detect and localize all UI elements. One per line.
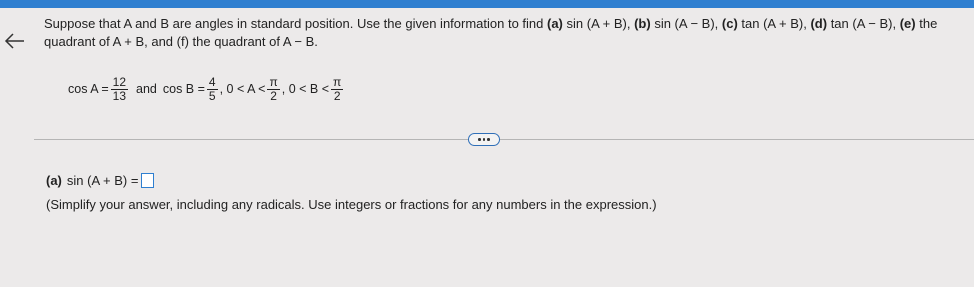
problem-intro: Suppose that A and B are angles in standard position. Use the given information to find — [44, 16, 547, 31]
ellipsis-icon — [478, 138, 481, 141]
problem-line-2: quadrant of A + B, and (f) the quadrant of A − B. — [44, 34, 318, 49]
part-a-tag: (a) — [547, 16, 563, 31]
cos-b-fraction — [207, 76, 218, 103]
range-b-bound — [331, 76, 343, 103]
cos-b-numerator: 4 — [208, 74, 216, 89]
two-denominator: 2 — [270, 88, 277, 103]
range-a-text: , 0 < A < — [219, 82, 266, 96]
given-information — [68, 70, 345, 108]
ellipsis-icon — [487, 138, 490, 141]
section-divider — [34, 139, 974, 140]
top-accent-bar — [0, 0, 974, 8]
cos-b-label: cos B = — [162, 82, 205, 96]
range-a-bound — [267, 76, 279, 103]
expand-more-button[interactable] — [468, 133, 500, 146]
part-d-tag: (d) — [810, 16, 828, 31]
answer-input-box[interactable] — [141, 173, 154, 188]
two-denominator: 2 — [333, 88, 341, 103]
range-b-text: , 0 < B < — [281, 82, 330, 96]
cos-a-denominator: 13 — [112, 88, 127, 103]
cos-a-fraction — [111, 76, 128, 103]
pi-symbol: π — [269, 74, 278, 89]
part-a-question — [46, 173, 154, 188]
part-b-tag: (b) — [634, 16, 651, 31]
problem-statement — [44, 15, 964, 51]
part-b-expr: sin (A − B), — [654, 16, 719, 31]
part-d-expr: tan (A − B), — [830, 16, 897, 31]
cos-b-denominator: 5 — [208, 88, 216, 103]
part-a-expression: sin (A + B) = — [66, 173, 139, 188]
part-e-tag: (e) — [899, 16, 916, 31]
part-c-tag: (c) — [721, 16, 738, 31]
part-a-expr: sin (A + B), — [566, 16, 631, 31]
answer-instructions: (Simplify your answer, including any radicals. Use integers or fractions for any numbers in the expression.) — [46, 197, 657, 212]
pi-symbol: π — [333, 74, 342, 89]
cos-a-label: cos A = — [68, 82, 109, 96]
part-a-label: (a) — [46, 173, 62, 188]
back-arrow-icon[interactable] — [4, 30, 26, 52]
part-c-expr: tan (A + B), — [741, 16, 807, 31]
cos-a-numerator: 12 — [112, 74, 127, 89]
problem-tail: the — [919, 16, 938, 31]
ellipsis-icon — [483, 138, 486, 141]
and-text: and — [136, 82, 157, 96]
